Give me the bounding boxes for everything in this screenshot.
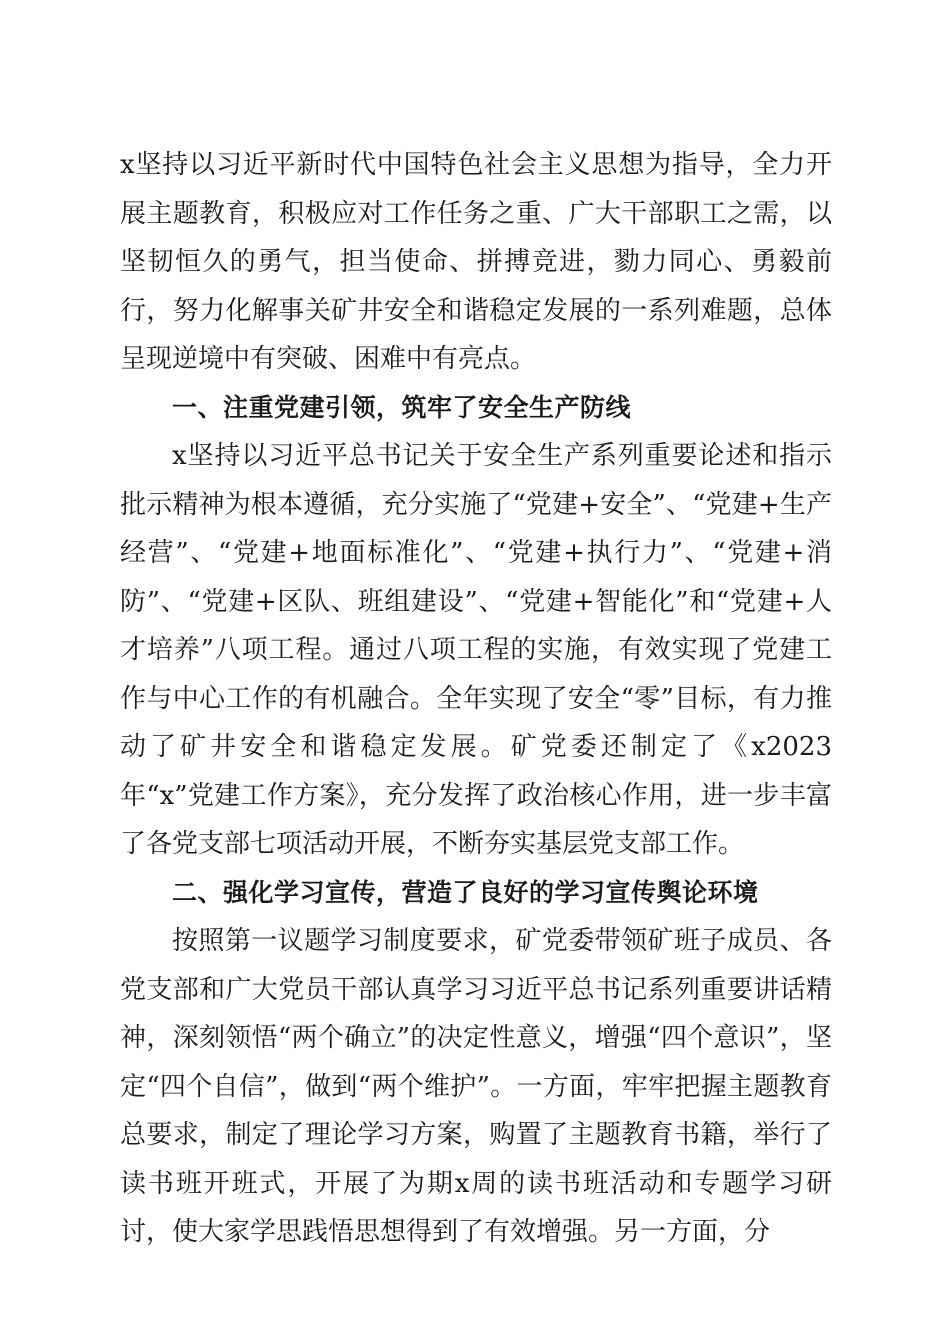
intro-paragraph: x坚持以习近平新时代中国特色社会主义思想为指导，全力开展主题教育，积极应对工作任务之重、广大干部职工之需，以坚韧恒久的勇气，担当使命、拼搏竞进，勠力同心、勇毅前行，努力化解事关矿井安全和谐稳定发展的一系列难题，总体呈现逆境中有突破、困难中有亮点。	[120, 150, 832, 374]
section-paragraph-2: 按照第一议题学习制度要求，矿党委带领矿班子成员、各党支部和广大党员干部认真学习习近平总书记系列重要讲话精神，深刻领悟“两个确立”的决定性意义，增强“四个意识”，坚定“四个自信”，做到“两个维护”。一方面，牢牢把握主题教育总要求，制定了理论学习方案，购置了主题教育书籍，举行了读书班开班式，开展了为期x周的读书班活动和专题学习研讨，使大家学思践悟思想得到了有效增强。另一方面，分	[120, 926, 832, 1247]
document-body	[120, 141, 832, 1257]
section-heading-2: 二、强化学习宣传，营造了良好的学习宣传舆论环境	[172, 877, 759, 907]
section-heading-1: 一、注重党建引领，筑牢了安全生产防线	[172, 392, 632, 422]
section-paragraph-1: x坚持以习近平总书记关于安全生产系列重要论述和指示批示精神为根本遵循，充分实施了“党建+安全”、“党建+生产经营”、“党建+地面标准化”、“党建+执行力”、“党建+消防”、“党建+区队、班组建设”、“党建+智能化”和“党建+人才培养”八项工程。通过八项工程的实施，有效实现了党建工作与中心工作的有机融合。全年实现了安全“零”目标，有力推动了矿井安全和谐稳定发展。矿党委还制定了《x2023年“x”党建工作方案》，充分发挥了政治核心作用，进一步丰富了各党支部七项活动开展，不断夯实基层党支部工作。	[120, 441, 832, 859]
